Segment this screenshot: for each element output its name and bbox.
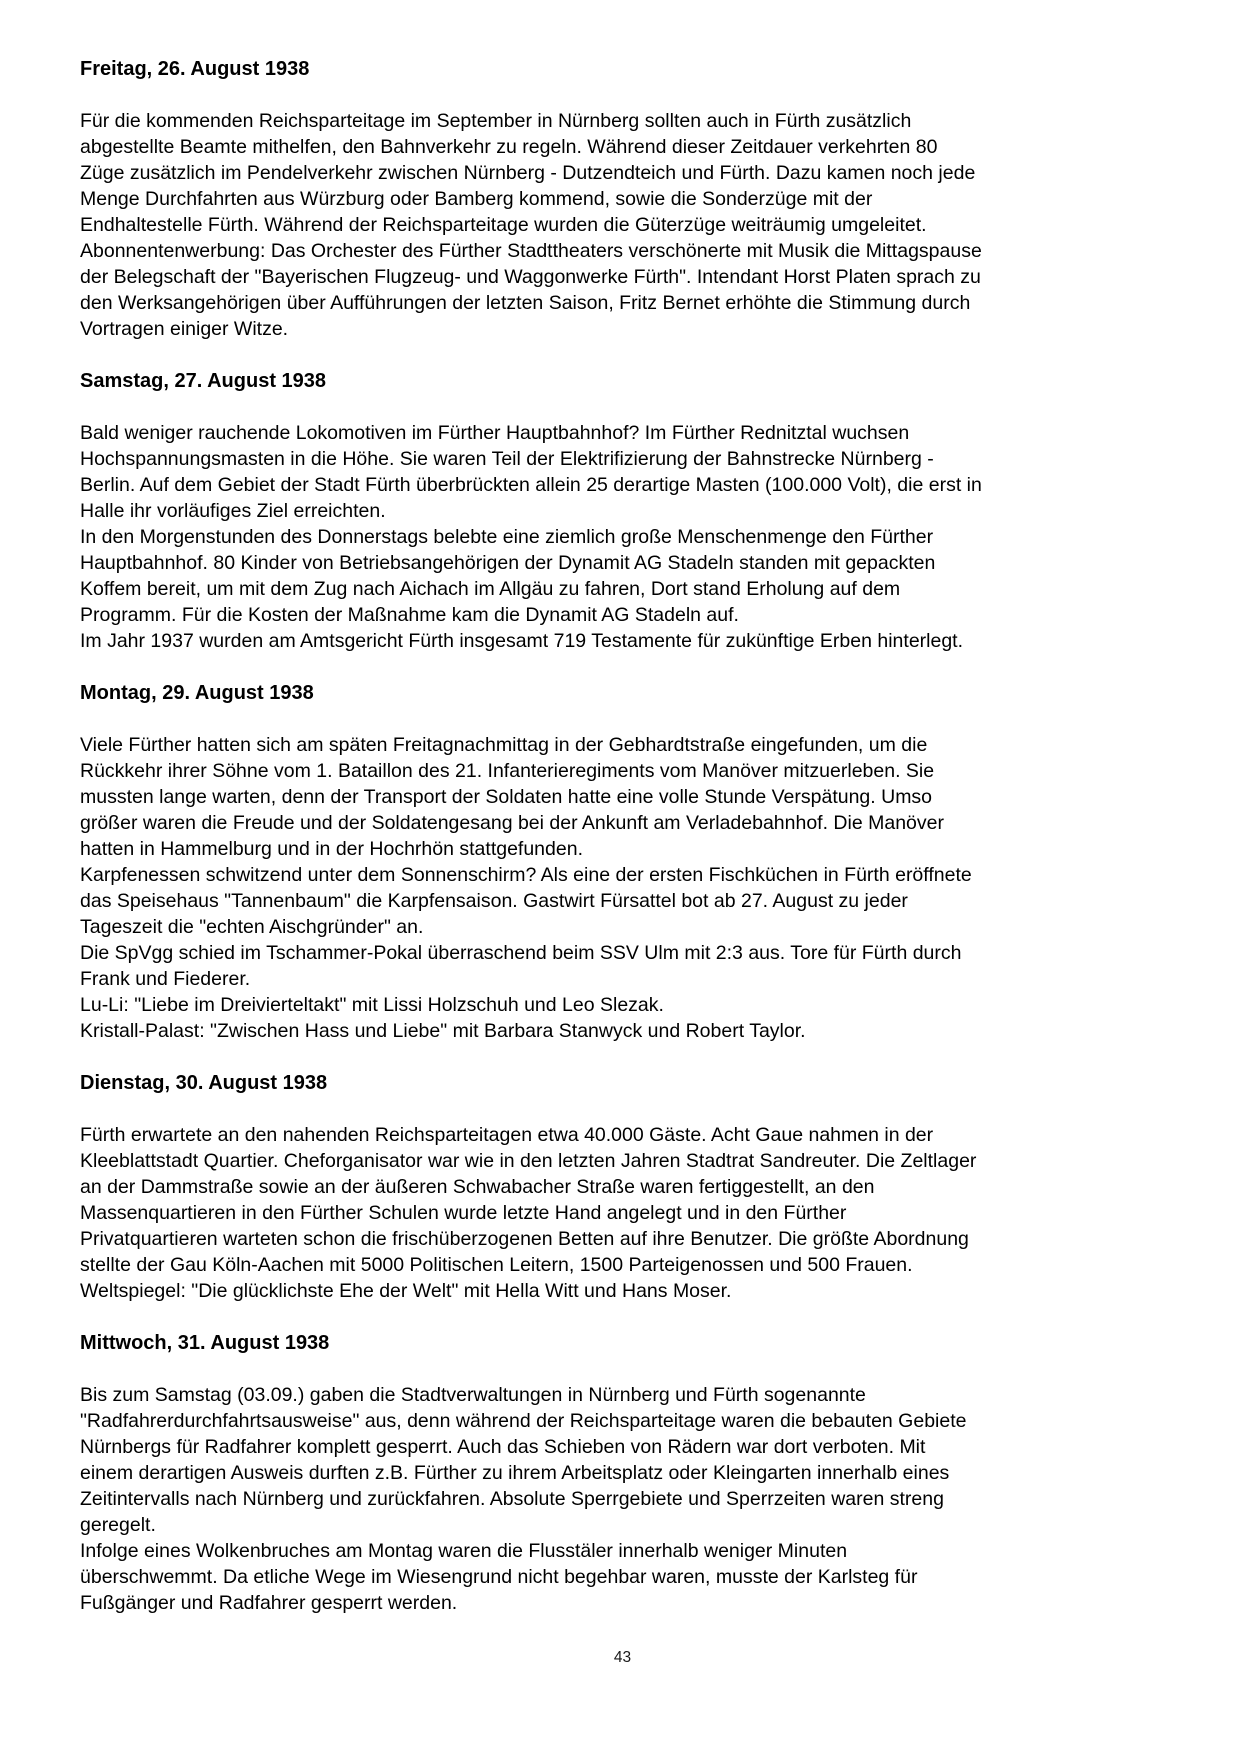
text-line: Endhaltestelle Fürth. Während der Reichsparteitage wurden die Güterzüge weiträumig umgeleitet. [80,214,927,236]
section-heading: Dienstag, 30. August 1938 [80,1072,328,1094]
text-line: "Radfahrerdurchfahrtsausweise" aus, denn während der Reichsparteitage waren die bebauten Gebiete [80,1410,967,1432]
text-line: Hochspannungsmasten in die Höhe. Sie waren Teil der Elektrifizierung der Bahnstrecke Nürnberg - [80,448,934,470]
diary-section-friday [80,56,1170,342]
text-line: Fürth erwartete an den nahenden Reichsparteitagen etwa 40.000 Gäste. Acht Gaue nahmen in der [80,1124,934,1146]
text-line: Zeitintervalls nach Nürnberg und zurückfahren. Absolute Sperrgebiete und Sperrzeiten waren streng [80,1488,944,1510]
text-line: stellte der Gau Köln-Aachen mit 5000 Politischen Leitern, 1500 Parteigenossen und 500 Frauen. [80,1254,913,1276]
document-content [80,56,1170,1642]
diary-section-wednesday [80,1330,1170,1616]
text-line: Berlin. Auf dem Gebiet der Stadt Fürth überbrückten allein 25 derartige Masten (100.000 Volt), die erst in [80,474,982,496]
text-line: Im Jahr 1937 wurden am Amtsgericht Fürth insgesamt 719 Testamente für zukünftige Erben hinterlegt. [80,630,964,652]
text-line: Züge zusätzlich im Pendelverkehr zwischen Nürnberg - Dutzendteich und Fürth. Dazu kamen noch jede [80,162,976,184]
text-line: Für die kommenden Reichsparteitage im September in Nürnberg sollten auch in Fürth zusätzlich [80,110,912,132]
text-line: Karpfenessen schwitzend unter dem Sonnenschirm? Als eine der ersten Fischküchen in Fürth eröffnete [80,864,972,886]
text-line: Frank und Fiederer. [80,968,251,990]
text-line: mussten lange warten, denn der Transport der Soldaten hatte eine volle Stunde Verspätung. Umso [80,786,933,808]
page-footer [80,1648,1165,1668]
text-line: überschwemmt. Da etliche Wege im Wiesengrund nicht begehbar waren, musste der Karlsteg für [80,1566,918,1588]
text-line: Programm. Für die Kosten der Maßnahme kam die Dynamit AG Stadeln auf. [80,604,739,626]
text-line: Privatquartieren warteten schon die frischüberzogenen Betten auf ihre Benutzer. Die größte Abordnung [80,1228,969,1250]
text-line: Bald weniger rauchende Lokomotiven im Fürther Hauptbahnhof? Im Fürther Rednitztal wuchsen [80,422,910,444]
text-line: Vortragen einiger Witze. [80,318,289,340]
text-line: Menge Durchfahrten aus Würzburg oder Bamberg kommend, sowie die Sonderzüge mit der [80,188,873,210]
text-line: Weltspiegel: "Die glücklichste Ehe der Welt" mit Hella Witt und Hans Moser. [80,1280,732,1302]
text-line: Tageszeit die "echten Aischgründer" an. [80,916,424,938]
section-body [80,1122,1170,1304]
text-line: Bis zum Samstag (03.09.) gaben die Stadtverwaltungen in Nürnberg und Fürth sogenannte [80,1384,866,1406]
text-line: den Werksangehörigen über Aufführungen der letzten Saison, Fritz Bernet erhöhte die Stimmung durch [80,292,971,314]
text-line: Fußgänger und Radfahrer gesperrt werden. [80,1592,458,1614]
section-heading: Mittwoch, 31. August 1938 [80,1332,330,1354]
text-line: Halle ihr vorläufiges Ziel erreichten. [80,500,386,522]
section-heading: Montag, 29. August 1938 [80,682,314,704]
text-line: Rückkehr ihrer Söhne vom 1. Bataillon des 21. Infanterieregiments vom Manöver mitzuerleben. Sie [80,760,935,782]
text-line: Abonnentenwerbung: Das Orchester des Fürther Stadttheaters verschönerte mit Musik die Mittagspause [80,240,982,262]
text-line: Kristall-Palast: "Zwischen Hass und Liebe" mit Barbara Stanwyck und Robert Taylor. [80,1020,806,1042]
diary-section-saturday [80,368,1170,654]
text-line: abgestellte Beamte mithelfen, den Bahnverkehr zu regeln. Während dieser Zeitdauer verkehrten 80 [80,136,938,158]
text-line: einem derartigen Ausweis durften z.B. Fürther zu ihrem Arbeitsplatz oder Kleingarten innerhalb eines [80,1462,950,1484]
text-line: Lu-Li: "Liebe im Dreivierteltakt" mit Lissi Holzschuh und Leo Slezak. [80,994,664,1016]
text-line: das Speisehaus "Tannenbaum" die Karpfensaison. Gastwirt Fürsattel bot ab 27. August zu jeder [80,890,908,912]
text-line: der Belegschaft der "Bayerischen Flugzeug- und Waggonwerke Fürth". Intendant Horst Platen sprach zu [80,266,981,288]
text-line: Massenquartieren in den Fürther Schulen wurde letzte Hand angelegt und in den Fürther [80,1202,847,1224]
text-line: In den Morgenstunden des Donnerstags belebte eine ziemlich große Menschenmenge den Fürther [80,526,934,548]
text-line: Koffem bereit, um mit dem Zug nach Aichach im Allgäu zu fahren, Dort stand Erholung auf dem [80,578,901,600]
text-line: größer waren die Freude und der Soldatengesang bei der Ankunft am Verladebahnhof. Die Manöver [80,812,944,834]
page-number: 43 [613,1649,632,1666]
text-line: Viele Fürther hatten sich am späten Freitagnachmittag in der Gebhardtstraße eingefunden, um die [80,734,928,756]
section-body [80,1382,1170,1616]
section-body [80,420,1170,654]
text-line: hatten in Hammelburg und in der Hochrhön stattgefunden. [80,838,583,860]
section-body [80,108,1170,342]
diary-section-monday [80,680,1170,1044]
text-line: Infolge eines Wolkenbruches am Montag waren die Flusstäler innerhalb weniger Minuten [80,1540,848,1562]
text-line: geregelt. [80,1514,156,1536]
text-line: Die SpVgg schied im Tschammer-Pokal überraschend beim SSV Ulm mit 2:3 aus. Tore für Fürth durch [80,942,962,964]
text-line: an der Dammstraße sowie an der äußeren Schwabacher Straße waren fertiggestellt, an den [80,1176,875,1198]
section-heading: Samstag, 27. August 1938 [80,370,327,392]
text-line: Kleeblattstadt Quartier. Cheforganisator war wie in den letzten Jahren Stadtrat Sandreuter. Die Zeltlager [80,1150,977,1172]
section-heading: Freitag, 26. August 1938 [80,58,310,80]
text-line: Hauptbahnhof. 80 Kinder von Betriebsangehörigen der Dynamit AG Stadeln standen mit gepackten [80,552,936,574]
section-body [80,732,1170,1044]
diary-section-tuesday [80,1070,1170,1304]
text-line: Nürnbergs für Radfahrer komplett gesperrt. Auch das Schieben von Rädern war dort verboten. Mit [80,1436,926,1458]
